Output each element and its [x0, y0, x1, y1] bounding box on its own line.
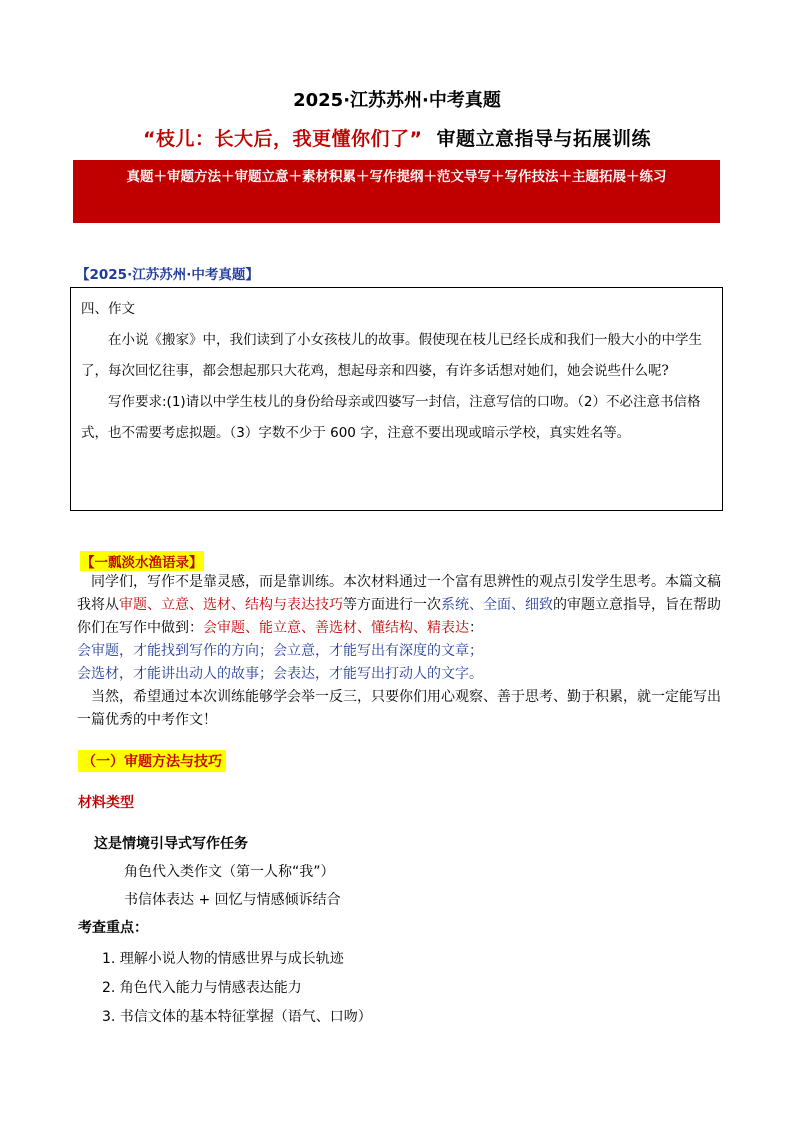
question-requirement: 写作要求:(1)请以中学生枝儿的身份给母亲或四婆写一封信，注意写信的口吻。（2）不必注意书信格式，也不需要考虑拟题。（3）字数不少于 600 字，注意不要出现或暗示学校，真实姓名等。	[81, 394, 701, 441]
intro-text	[77, 571, 723, 732]
intro-highlight-system: 系统、全面、细致	[441, 597, 553, 613]
intro-paragraph-1	[77, 571, 723, 640]
section-heading-method: （一）审题方法与技巧	[78, 750, 226, 772]
intro-paragraph-3: 会选材，才能讲出动人的故事；会表达，才能写出打动人的文字。	[77, 666, 483, 682]
exam-question-box	[70, 287, 723, 511]
question-body: 在小说《搬家》中，我们读到了小女孩枝儿的故事。假使现在枝儿已经长成和我们一般大小的中学生了，每次回忆往事，都会想起那只大花鸡，想起母亲和四婆，有许多话想对她们，她会说些什么呢?	[81, 332, 702, 379]
intro-highlight-goals: 会审题、能立意、善选材、懂结构、精表达	[203, 620, 469, 636]
exam-tag: 【2025·江苏苏州·中考真题】	[76, 267, 259, 283]
page-subtitle	[0, 124, 794, 151]
focus-item-2: 2. 角色代入能力与情感表达能力	[102, 980, 302, 996]
focus-item-1: 1. 理解小说人物的情感世界与成长轨迹	[102, 951, 344, 967]
intro-paragraph-2: 会审题，才能找到写作的方向；会立意，才能写出有深度的文章；	[77, 643, 483, 659]
intro-paragraph-4: 当然，希望通过本次训练能够学会举一反三，只要你们用心观察、善于思考、勤于积累，就一定能写出一篇优秀的中考作文！	[77, 689, 721, 728]
quote-tag: 【一瓢淡水渔语录】	[80, 551, 204, 571]
material-type-label: 材料类型	[78, 795, 134, 811]
intro-text-d: ：	[469, 620, 483, 636]
type-line: 这是情境引导式写作任务	[94, 836, 248, 852]
type-sub-2: 书信体表达 + 回忆与情感倾诉结合	[124, 892, 341, 908]
intro-text-c: 的审题立意指导，旨在帮助你们在写作中做到：	[77, 597, 721, 636]
page-title: 2025·江苏苏州·中考真题	[293, 90, 501, 111]
focus-item-3: 3. 书信文体的基本特征掌握（语气、口吻）	[102, 1009, 372, 1025]
intro-text-b: 等方面进行一次	[343, 597, 441, 613]
intro-highlight-aspects: 审题、立意、选材、结构与表达技巧	[119, 597, 343, 613]
intro-text-a: 同学们，写作不是靠灵感，而是靠训练。本次材料通过一个富有思辨性的观点引发学生思考。本篇文稿我将从	[77, 574, 721, 613]
type-sub-1: 角色代入类作文（第一人称“我”）	[124, 864, 335, 880]
question-heading: 四、作文	[81, 301, 135, 317]
focus-label: 考查重点：	[78, 920, 148, 936]
subtitle-topic: 审题立意指导与拓展训练	[436, 128, 651, 150]
subtitle-quote: “枝儿：长大后，我更懂你们了”	[143, 128, 423, 150]
contents-banner: 真题＋审题方法＋审题立意＋素材积累＋写作提纲＋范文导写＋写作技法＋主题拓展＋练习	[73, 160, 720, 223]
